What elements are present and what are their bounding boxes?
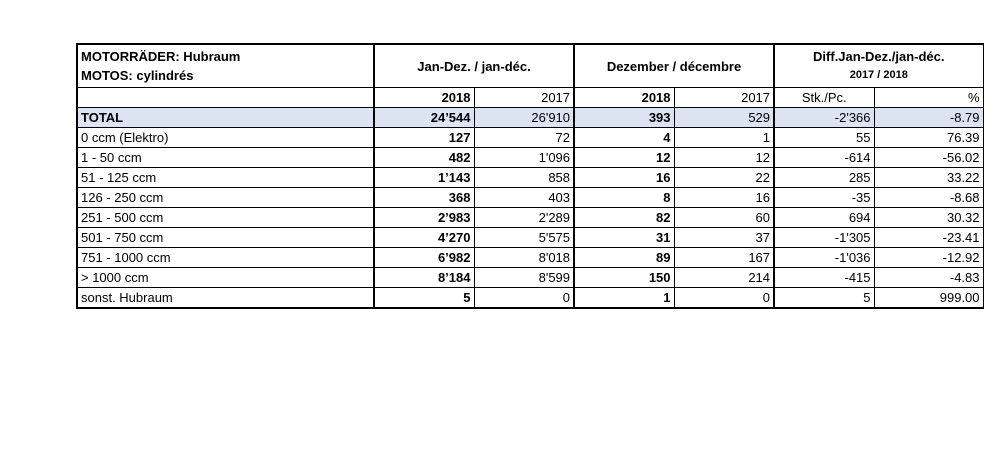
table-row [77, 128, 983, 148]
cell-2017-dec: 167 [674, 248, 774, 268]
cell-2018-dec: 12 [574, 148, 674, 168]
cell-2018-dec: 4 [574, 128, 674, 148]
title-fr: MOTOS: cylindrés [81, 68, 194, 83]
cell-2017-dec: 37 [674, 228, 774, 248]
diff-unit-pieces: Stk./Pc. [774, 88, 874, 108]
year-header-cell: 2018 [574, 88, 674, 108]
cell-2018-janDec: 6’982 [374, 248, 474, 268]
cell-2018-dec: 8 [574, 188, 674, 208]
table-title [77, 44, 374, 88]
cell-diff-percent: -23.41 [874, 228, 983, 248]
year-header-cell: 2017 [474, 88, 574, 108]
table-row [77, 288, 983, 309]
cell-diff-pieces: -1'036 [774, 248, 874, 268]
row-label: > 1000 ccm [77, 268, 374, 288]
diff-header-years: 2017 / 2018 [849, 69, 908, 81]
table-row [77, 148, 983, 168]
cell-2018-janDec: 1’143 [374, 168, 474, 188]
title-de: MOTORRÄDER: Hubraum [81, 49, 241, 64]
cell-2017-janDec: 403 [474, 188, 574, 208]
diff-unit-percent: % [874, 88, 983, 108]
cell-2018-dec: 82 [574, 208, 674, 228]
table-row [77, 168, 983, 188]
cell-2017-dec: 16 [674, 188, 774, 208]
cell-2017-dec: 529 [674, 108, 774, 128]
table-row-total [77, 108, 983, 128]
cell-2018-janDec: 482 [374, 148, 474, 168]
motorcycle-displacement-table [76, 43, 984, 309]
group-header-december: Dezember / décembre [574, 44, 774, 88]
cell-2018-dec: 89 [574, 248, 674, 268]
cell-2017-dec: 1 [674, 128, 774, 148]
year-header-cell: 2017 [674, 88, 774, 108]
cell-2017-janDec: 0 [474, 288, 574, 309]
header-row [77, 44, 983, 88]
cell-2018-janDec: 4’270 [374, 228, 474, 248]
cell-2017-janDec: 8'018 [474, 248, 574, 268]
row-label: 751 - 1000 ccm [77, 248, 374, 268]
table-row [77, 268, 983, 288]
cell-diff-percent: -12.92 [874, 248, 983, 268]
group-header-jan-dec: Jan-Dez. / jan-déc. [374, 44, 574, 88]
cell-diff-percent: 76.39 [874, 128, 983, 148]
cell-2017-janDec: 8'599 [474, 268, 574, 288]
table-row [77, 208, 983, 228]
table-row [77, 248, 983, 268]
row-label: 51 - 125 ccm [77, 168, 374, 188]
cell-2018-janDec: 368 [374, 188, 474, 208]
group-header-diff [774, 44, 983, 88]
cell-diff-percent: -8.68 [874, 188, 983, 208]
table-row [77, 188, 983, 208]
cell-diff-pieces: 694 [774, 208, 874, 228]
row-label: 501 - 750 ccm [77, 228, 374, 248]
cell-diff-pieces: -35 [774, 188, 874, 208]
year-header-row [77, 88, 983, 108]
row-label: TOTAL [77, 108, 374, 128]
cell-diff-percent: -56.02 [874, 148, 983, 168]
statistics-table-container [76, 43, 1000, 309]
year-header-cell: 2018 [374, 88, 474, 108]
cell-diff-pieces: -1'305 [774, 228, 874, 248]
cell-diff-percent: 33.22 [874, 168, 983, 188]
cell-2017-dec: 60 [674, 208, 774, 228]
cell-2017-janDec: 858 [474, 168, 574, 188]
cell-2018-janDec: 2’983 [374, 208, 474, 228]
cell-diff-percent: 30.32 [874, 208, 983, 228]
table-row [77, 228, 983, 248]
cell-2017-dec: 214 [674, 268, 774, 288]
cell-2018-janDec: 5 [374, 288, 474, 309]
cell-diff-pieces: -2'366 [774, 108, 874, 128]
cell-diff-pieces: 285 [774, 168, 874, 188]
cell-2017-dec: 22 [674, 168, 774, 188]
row-label: 0 ccm (Elektro) [77, 128, 374, 148]
cell-2017-janDec: 5'575 [474, 228, 574, 248]
cell-2018-janDec: 8’184 [374, 268, 474, 288]
cell-diff-percent: -4.83 [874, 268, 983, 288]
row-label: 126 - 250 ccm [77, 188, 374, 208]
cell-2018-janDec: 127 [374, 128, 474, 148]
cell-2017-dec: 12 [674, 148, 774, 168]
cell-diff-pieces: -415 [774, 268, 874, 288]
row-label: sonst. Hubraum [77, 288, 374, 309]
cell-diff-pieces: -614 [774, 148, 874, 168]
year-header-blank [77, 88, 374, 108]
cell-2018-dec: 1 [574, 288, 674, 309]
diff-header-title: Diff.Jan-Dez./jan-déc. [813, 49, 945, 64]
cell-2018-janDec: 24’544 [374, 108, 474, 128]
row-label: 1 - 50 ccm [77, 148, 374, 168]
cell-diff-percent: -8.79 [874, 108, 983, 128]
cell-diff-percent: 999.00 [874, 288, 983, 309]
cell-2018-dec: 393 [574, 108, 674, 128]
cell-2017-dec: 0 [674, 288, 774, 309]
cell-diff-pieces: 5 [774, 288, 874, 309]
cell-2017-janDec: 2'289 [474, 208, 574, 228]
cell-diff-pieces: 55 [774, 128, 874, 148]
row-label: 251 - 500 ccm [77, 208, 374, 228]
cell-2018-dec: 150 [574, 268, 674, 288]
cell-2017-janDec: 72 [474, 128, 574, 148]
cell-2018-dec: 16 [574, 168, 674, 188]
cell-2017-janDec: 1'096 [474, 148, 574, 168]
cell-2018-dec: 31 [574, 228, 674, 248]
cell-2017-janDec: 26'910 [474, 108, 574, 128]
